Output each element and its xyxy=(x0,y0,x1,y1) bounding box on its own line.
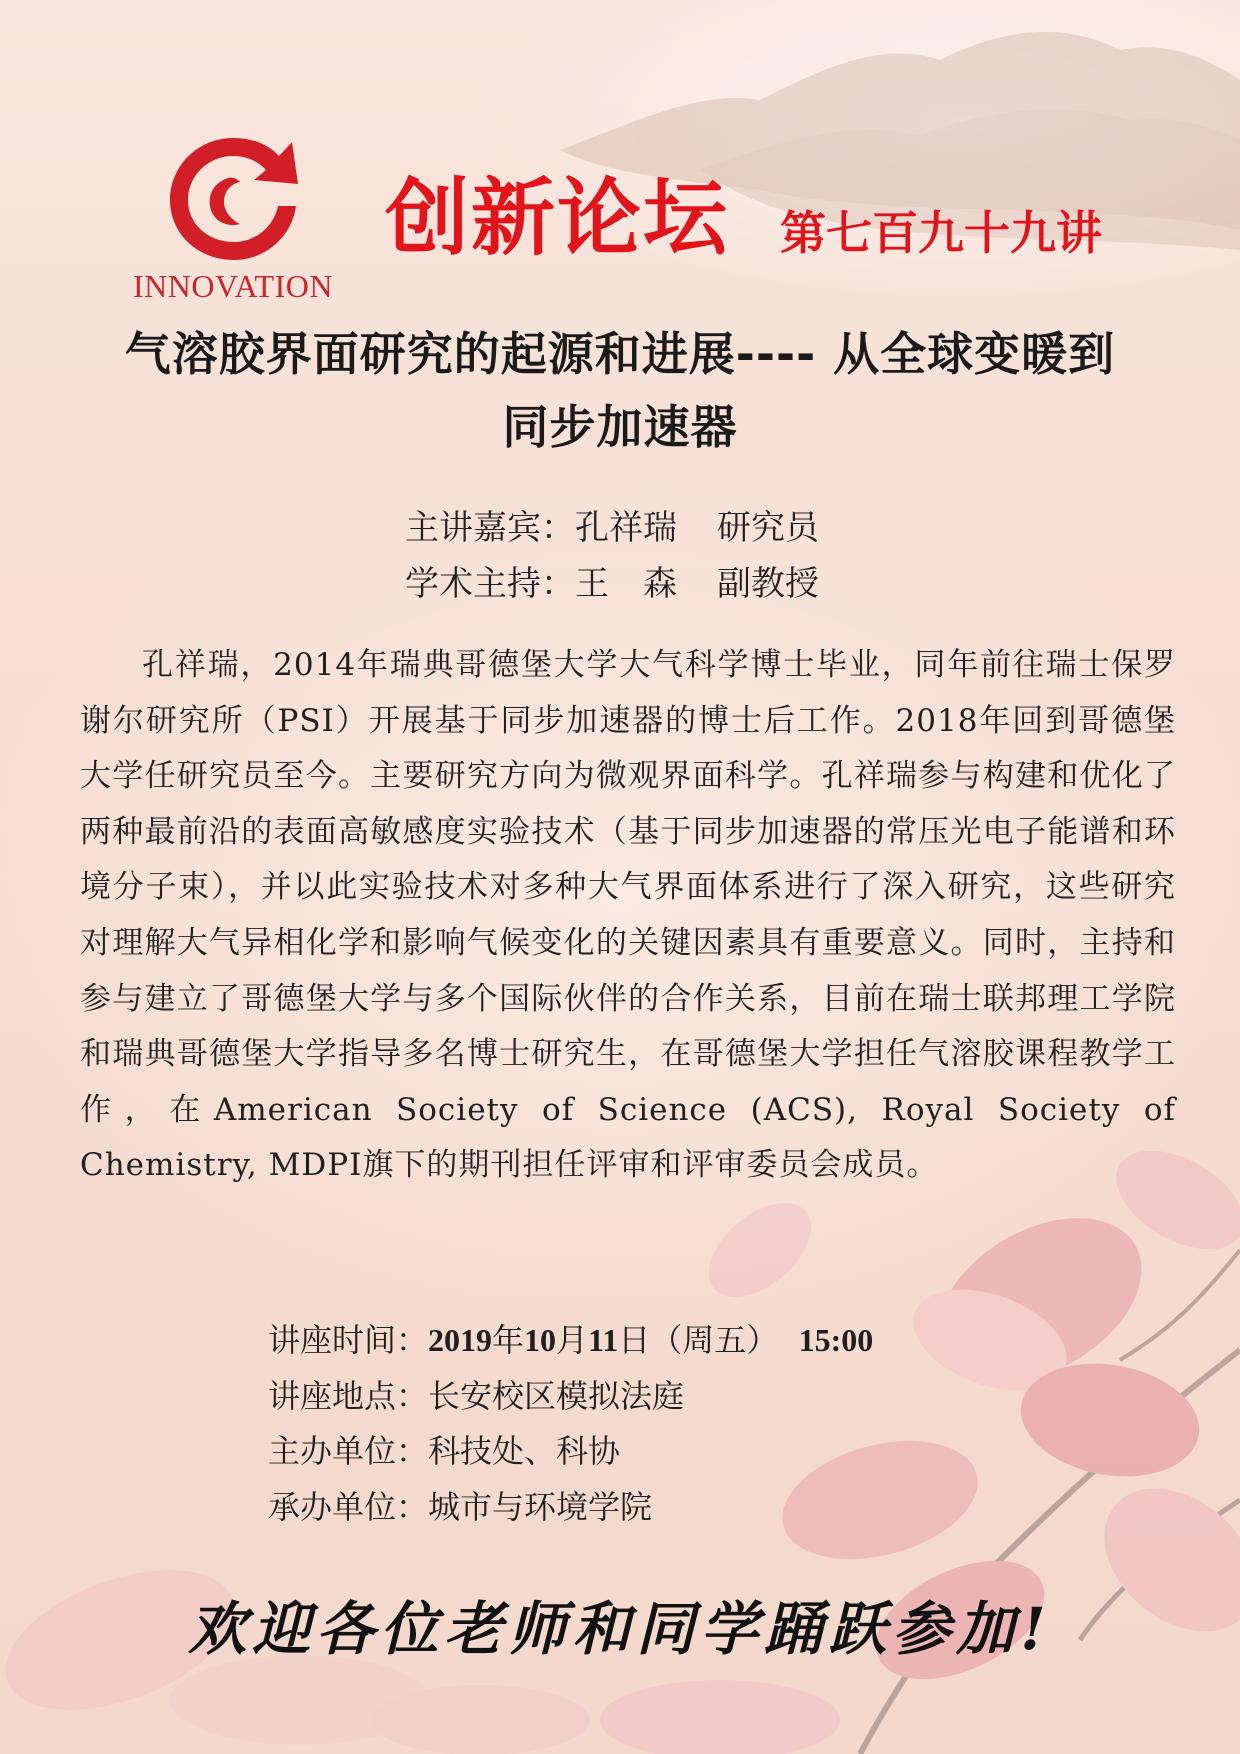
detail-location-value: 长安校区模拟法庭 xyxy=(428,1376,685,1415)
detail-undertaker xyxy=(268,1480,873,1536)
people-block xyxy=(405,500,819,612)
talk-title-line2: 同步加速器 xyxy=(502,400,738,454)
detail-location-label: 讲座地点： xyxy=(268,1376,429,1415)
host-label: 学术主持： xyxy=(405,564,575,604)
talk-title-line1: 气溶胶界面研究的起源和进展---- 从全球变暖到 xyxy=(124,327,1116,381)
welcome-message: 欢迎各位老师和同学踊跃参加! xyxy=(188,1595,1052,1663)
innovation-swirl-icon xyxy=(158,128,308,268)
host-row xyxy=(405,556,819,612)
detail-undertaker-value: 城市与环境学院 xyxy=(428,1487,653,1526)
talk-title xyxy=(50,318,1190,464)
speaker-role: 研究员 xyxy=(717,508,819,548)
speaker-row xyxy=(405,500,819,556)
detail-undertaker-label: 承办单位： xyxy=(268,1487,429,1526)
detail-year: 2019 xyxy=(428,1322,493,1358)
forum-title: 创新论坛 xyxy=(385,169,730,267)
detail-clock: 15:00 xyxy=(798,1322,874,1358)
detail-organizer xyxy=(268,1424,873,1480)
detail-time-label: 讲座时间： xyxy=(268,1321,429,1359)
lecture-number: 第七百九十九讲 xyxy=(780,206,1102,260)
speaker-label: 主讲嘉宾： xyxy=(405,508,575,548)
detail-month-unit: 月 xyxy=(556,1321,589,1359)
host-role: 副教授 xyxy=(717,564,819,604)
detail-organizer-label: 主办单位： xyxy=(268,1432,429,1470)
lecture-details xyxy=(268,1313,873,1535)
detail-day: 11 xyxy=(588,1322,619,1358)
host-name: 王 森 xyxy=(575,564,677,604)
detail-year-unit: 年 xyxy=(492,1321,525,1359)
detail-day-unit: 日（周五） xyxy=(618,1321,779,1359)
detail-time xyxy=(268,1313,873,1369)
detail-location xyxy=(268,1369,873,1425)
logo-text: INNOVATION xyxy=(133,268,333,304)
detail-month: 10 xyxy=(524,1322,557,1358)
speaker-bio: 孔祥瑞，2014年瑞典哥德堡大学大气科学博士毕业，同年前往瑞士保罗谢尔研究所（PSI）开展基于同步加速器的博士后工作。2018年回到哥德堡大学任研究员至今。主要研究方向为微观界面科学。孔祥瑞参与构建和优化了两种最前沿的表面高敏感度实验技术（基于同步加速器的常压光电子能谱和环境分子束），并以此实验技术对多种大气界面体系进行了深入研究，这些研究对理解大气异相化学和影响气候变化的关键因素具有重要意义。同时，主持和参与建立了哥德堡大学与多个国际伙伴的合作关系，目前在瑞士联邦理工学院和瑞典哥德堡大学指导多名博士研究生，在哥德堡大学担任气溶胶课程教学工作，在American Society of Science (ACS), Royal Society of Chemistry, MDPI旗下的期刊担任评审和评审委员会成员。 xyxy=(80,647,1176,1184)
innovation-logo xyxy=(118,128,348,308)
speaker-name: 孔祥瑞 xyxy=(575,508,677,548)
detail-organizer-value: 科技处、科协 xyxy=(428,1432,621,1470)
